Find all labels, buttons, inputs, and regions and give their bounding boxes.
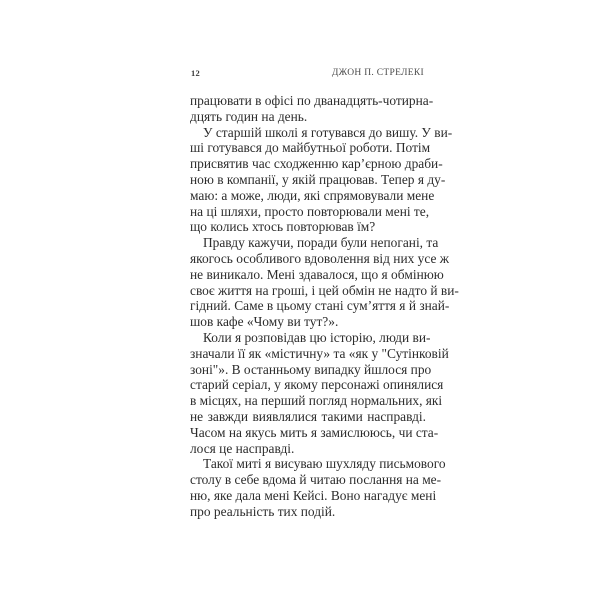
text-line: маю: а може, люди, які спрямовували мене <box>190 187 435 203</box>
text-line: столу в себе вдома й читаю послання на ме- <box>190 472 442 488</box>
text-line: Коли я розповідав цю історію, люди ви- <box>203 329 431 345</box>
paragraph <box>190 124 453 236</box>
text-line: старий серіал, у якому персонажі опинялися <box>190 377 444 393</box>
text-line: Правду кажучи, поради були непогані, та <box>203 235 439 251</box>
running-head <box>191 68 424 80</box>
paragraph <box>190 456 446 519</box>
paragraph <box>190 93 434 125</box>
text-line: присвятив час сходженню кар’єрною драби- <box>190 156 443 172</box>
text-line: ною в компанії, у якій працював. Тепер я ду- <box>190 171 446 187</box>
text-line: не виникало. Мені здавалося, що я обмінюю <box>190 266 444 282</box>
text-line: не завжди виявлялися такими насправді. <box>190 408 426 424</box>
page-number: 12 <box>191 68 200 78</box>
text-line: що колись хтось повторював їм? <box>190 219 376 235</box>
text-line: гідний. Саме в цьому стані сум’яття я й знай- <box>190 298 450 314</box>
text-line: ші готувався до майбутньої роботи. Потім <box>190 140 431 156</box>
text-line: Такої миті я висуваю шухляду письмового <box>203 456 446 472</box>
text-line: лося це насправді. <box>190 440 295 456</box>
text-line: в місцях, на перший погляд нормальних, які <box>190 393 443 409</box>
paragraph <box>190 235 459 330</box>
paragraph <box>190 329 449 456</box>
text-line: на ці шляхи, просто повторювали мені те, <box>190 203 430 219</box>
body-text <box>190 93 459 520</box>
text-line: працювати в офісі по дванадцять-чотирна- <box>190 93 434 108</box>
author-name: ДЖОН П. СТРЕЛЕКІ <box>331 68 424 78</box>
text-line: якогось особливого вдоволення від них усе ж <box>190 250 450 266</box>
text-line: У старшій школі я готувався до вишу. У ви- <box>203 124 453 140</box>
text-line: шов кафе «Чому ви тут?». <box>190 314 339 330</box>
text-line: Часом на якусь мить я замислююсь, чи ста- <box>190 424 439 440</box>
text-line: зоні"». В останньому випадку йшлося про <box>190 361 432 377</box>
text-line: про реальність тих подій. <box>190 503 336 519</box>
text-line: дцять годин на день. <box>190 108 308 124</box>
text-line: ню, яке дала мені Кейсі. Воно нагадує мені <box>190 487 437 503</box>
text-line: значали її як «містичну» та «як у "Сутінковій <box>190 345 449 361</box>
text-line: своє життя на гроші, і цей обмін не надто й ви- <box>190 282 459 298</box>
